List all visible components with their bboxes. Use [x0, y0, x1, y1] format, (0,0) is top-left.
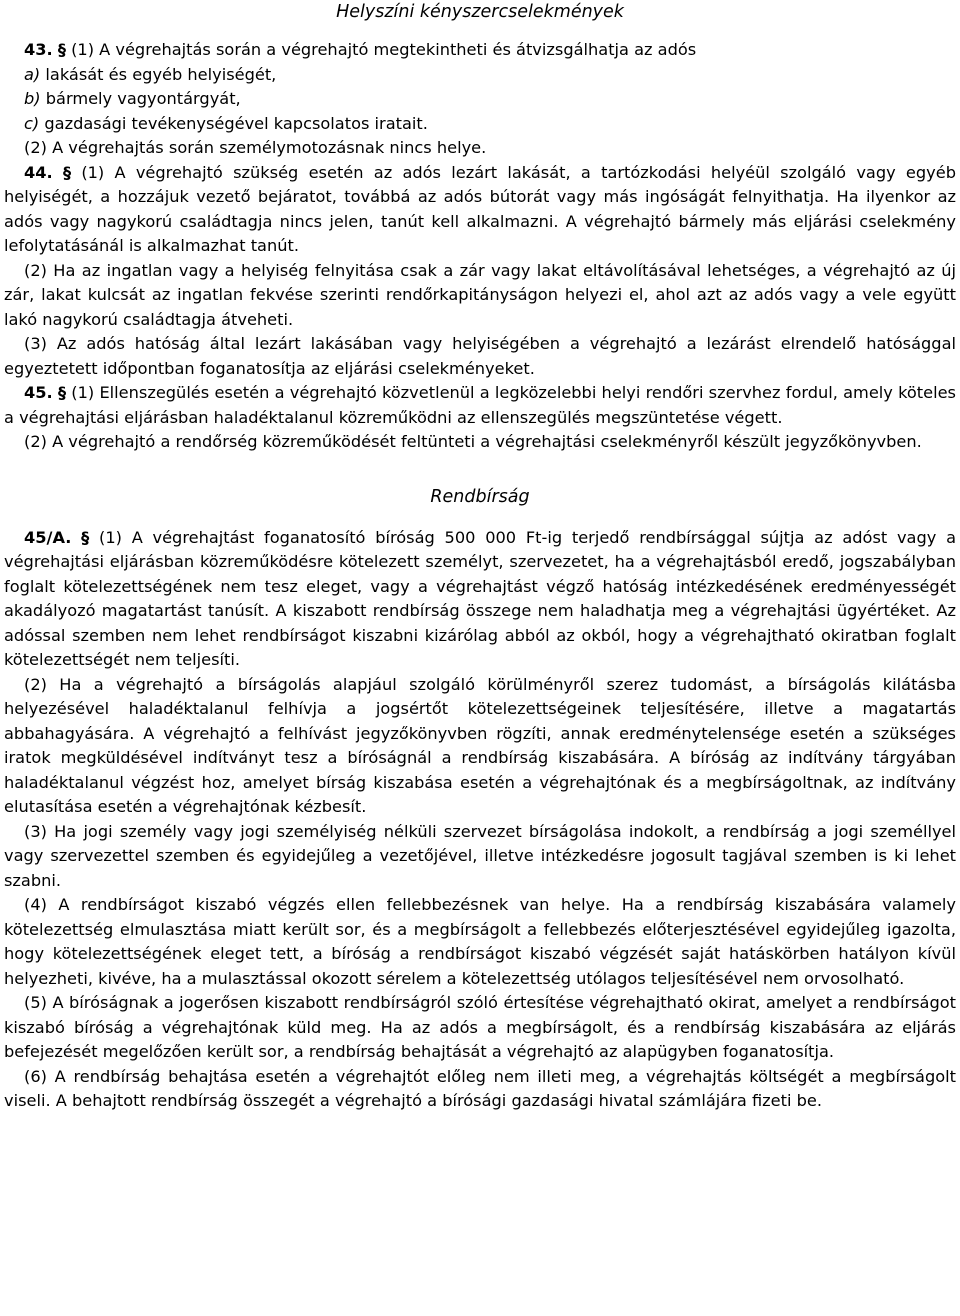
paragraph-text: (1) A végrehajtó szükség esetén az adós lezárt lakását, a tartózkodási helyéül szolgáló vagy egyéb helyiségét, a hozzájuk vezető bejáratot, továbbá az adós bútorát vagy más ingóságát felnyithatja. Ha ilyenkor az adós vagy nagykorú családtagja nincs jelen, tanút kell alkalmazni. A végrehajtó bármely más eljárási cselekmény lefolytatásánál is alkalmazhat tanút.	[4, 162, 956, 255]
list-item-text: bármely vagyontárgyát,	[45, 89, 241, 108]
list-item-letter: b)	[24, 89, 41, 108]
list-item-text: lakását és egyéb helyiségét,	[45, 64, 277, 84]
section-number: 45/A.	[24, 527, 72, 547]
section-sign: §	[81, 527, 90, 547]
list-item-letter: c)	[24, 113, 40, 133]
paragraph-45a-6: (6) A rendbírság behajtása esetén a végrehajtót előleg nem illeti meg, a végrehajtás költségét a megbírságolt viseli. A behajtott rendbírság összegét a végrehajtó a bírósági gazdasági hivatal számlájára fizeti be.	[4, 1066, 956, 1110]
paragraph-45a-5: (5) A bíróságnak a jogerősen kiszabott rendbírságról szóló értesítése végrehajtható okirat, amelyet a rendbírságot kiszabó bíróság a végrehajtónak küld meg. Ha az adós a megbírságolt, és a rendbírság kiszabására az eljárás befejezését megelőzően került sor, a rendbírság behajtását a végrehajtó az alapügyben foganatosítja.	[4, 993, 956, 1061]
list-item	[4, 112, 956, 137]
paragraph-text: (1) Ellenszegülés esetén a végrehajtó közvetlenül a legközelebbi helyi rendőri szervhez fordul, amely köteles a végrehajtási eljárásban haladéktalanul közreműködni az ellenszegülés megszüntetése végett.	[4, 383, 956, 427]
section-sign: §	[57, 383, 67, 402]
paragraph-43-1	[4, 38, 956, 63]
list-item	[4, 87, 956, 112]
paragraph-44-3: (3) Az adós hatóság által lezárt lakásában vagy helyiségében a végrehajtó a lezárást elrendelő hatósággal egyeztetett időpontban foganatosítja az eljárási cselekményeket.	[4, 334, 956, 378]
paragraph-45a-4: (4) A rendbírságot kiszabó végzés ellen fellebbezésnek van helye. Ha a rendbírság kiszabására valamely kötelezettség elmulasztása miatt került sor, és a megbírságolt a fellebbezés előterjesztésével egyidejűleg igazolta, hogy kötelezettségének eleget tett, a bíróság a rendbírságot kiszabó végzését saját hatáskörben hatályon kívül helyezheti, kivéve, ha a mulasztással okozott sérelem a kötelezettség utólagos teljesítésével nem orvosolható.	[4, 895, 956, 988]
section-number: 44.	[24, 162, 53, 182]
paragraph-44-2: (2) Ha az ingatlan vagy a helyiség felnyitása csak a zár vagy lakat eltávolításával lehetséges, a végrehajtó az új zár, lakat kulcsát az ingatlan fekvése szerinti rendőrkapitányságon helyezi el, ahol azt az adós vagy a vele együtt lakó nagykorú családtagja átveheti.	[4, 260, 956, 329]
paragraph-43-2: (2) A végrehajtás során személymotozásnak nincs helye.	[24, 138, 487, 157]
paragraph-45-2: (2) A végrehajtó a rendőrség közreműködését feltünteti a végrehajtási cselekményről készült jegyzőkönyvben.	[24, 432, 922, 451]
list-item-text: gazdasági tevékenységével kapcsolatos iratait.	[44, 113, 428, 133]
section-number: 45.	[24, 383, 53, 402]
section-sign: §	[57, 40, 66, 59]
section-title-enforcement-actions: Helyszíni kényszercselekmények	[336, 2, 624, 22]
paragraph-45-1	[4, 381, 956, 430]
section-title-fine: Rendbírság	[430, 486, 530, 507]
paragraph-45a-1	[4, 526, 956, 673]
section-sign: §	[62, 162, 72, 182]
list-item	[4, 63, 956, 88]
list-item-letter: a)	[24, 64, 41, 84]
paragraph-44-1	[4, 161, 956, 259]
section-number: 43.	[24, 40, 53, 59]
paragraph-45a-2: (2) Ha a végrehajtó a bírságolás alapjául szolgáló körülményről szerez tudomást, a bírságolás kilátásba helyezésével haladéktalanul felhívja a jogsértőt kötelezettségeinek teljesítésére, illetve a magatartás abbahagyására. A végrehajtó a felhívást jegyzőkönyvben rögzíti, annak eredménytelensége esetén a szükséges iratok megküldésével indítványt tesz a bíróságnál a rendbírság kiszabására. A bíróság az indítvány tárgyában haladéktalanul végzést hoz, amelyet bírság kiszabása esetén a végrehajtónak és a megbírságoltnak, az indítvány elutasítása esetén a végrehajtónak kézbesít.	[4, 674, 956, 816]
paragraph-45a-3: (3) Ha jogi személy vagy jogi személyiség nélküli szervezet bírságolása indokolt, a rendbírság a jogi személlyel vagy szervezettel szemben és egyidejűleg a vezetőjével, illetve intézkedésre jogosult tagjával szemben is ki lehet szabni.	[4, 821, 956, 890]
paragraph-text: (1) A végrehajtást foganatosító bíróság 500 000 Ft-ig terjedő rendbírsággal sújtja az adóst vagy a végrehajtási eljárásban közreműködésre kötelezett személyt, szervezetet, ha a végrehajtásból eredő, jogszabályban foglalt kötelezettségének nem tesz eleget, vagy a végrehajtást végző hatóság intézkedésének eredményességét akadályozó magatartást tanúsít. A kiszabott rendbírság összege nem haladhatja meg a végrehajtási ügyértéket. Az adóssal szemben nem lehet rendbírságot kiszabni kizárólag abból az okból, hogy a végrehajtható okiratban foglalt kötelezettségét nem teljesíti.	[4, 527, 956, 669]
paragraph-text: (1) A végrehajtás során a végrehajtó megtekintheti és átvizsgálhatja az adós	[71, 40, 697, 59]
